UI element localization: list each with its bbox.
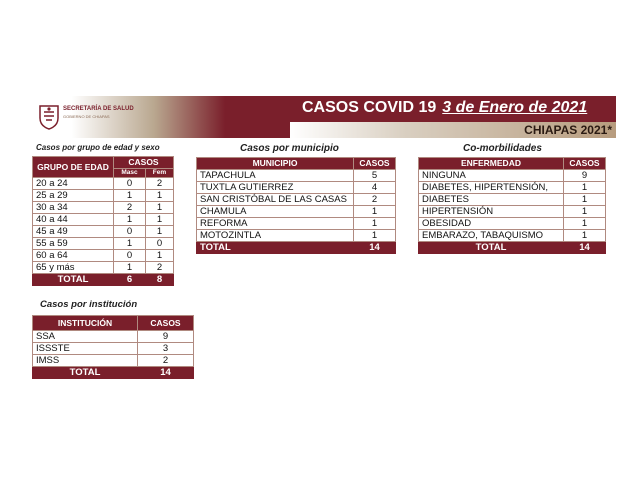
table-row xyxy=(33,238,174,250)
row-label: IMSS xyxy=(33,355,138,367)
title-text: CASOS COVID 19 xyxy=(302,99,437,116)
page-title xyxy=(302,97,587,119)
table-row xyxy=(33,250,174,262)
table-row xyxy=(33,331,194,343)
row-value-value: 9 xyxy=(564,170,606,182)
state-label: CHIAPAS 2021* xyxy=(524,123,612,137)
row-value-value: 2 xyxy=(354,194,396,206)
row-value-masc: 0 xyxy=(114,178,146,190)
row-value-masc: 1 xyxy=(114,190,146,202)
row-value-fem: 2 xyxy=(145,262,173,274)
total-label: TOTAL xyxy=(419,242,564,254)
row-value-value: 1 xyxy=(564,194,606,206)
header-grupo-edad: GRUPO DE EDAD xyxy=(33,157,114,178)
table-row xyxy=(33,343,194,355)
row-value-masc: 1 xyxy=(114,214,146,226)
header-casos: CASOS xyxy=(564,158,606,170)
table-row xyxy=(33,262,174,274)
caption-comorbilidades: Co-morbilidades xyxy=(463,143,542,154)
total-value: 14 xyxy=(138,367,194,379)
table-row xyxy=(33,190,174,202)
row-label: DIABETES xyxy=(419,194,564,206)
row-value-fem: 0 xyxy=(145,238,173,250)
row-value-masc: 1 xyxy=(114,238,146,250)
table-row xyxy=(197,182,396,194)
total-masc: 6 xyxy=(114,274,146,286)
row-value-value: 1 xyxy=(354,218,396,230)
row-label: 20 a 24 xyxy=(33,178,114,190)
row-label: 40 a 44 xyxy=(33,214,114,226)
header-casos: CASOS xyxy=(114,157,174,169)
title-date: 3 de Enero de 2021 xyxy=(442,99,588,116)
table-row xyxy=(419,218,606,230)
row-value-value: 5 xyxy=(354,170,396,182)
row-value-fem: 1 xyxy=(145,214,173,226)
total-row xyxy=(197,242,396,254)
row-label: 30 a 34 xyxy=(33,202,114,214)
header-institucion: INSTITUCIÓN xyxy=(33,316,138,331)
row-value-fem: 1 xyxy=(145,202,173,214)
row-value-masc: 2 xyxy=(114,202,146,214)
row-label: 45 a 49 xyxy=(33,226,114,238)
row-label: CHAMULA xyxy=(197,206,354,218)
total-label: TOTAL xyxy=(197,242,354,254)
row-label: HIPERTENSIÓN xyxy=(419,206,564,218)
row-value-value: 2 xyxy=(138,355,194,367)
row-label: REFORMA xyxy=(197,218,354,230)
row-label: 55 a 59 xyxy=(33,238,114,250)
total-fem: 8 xyxy=(145,274,173,286)
row-label: EMBARAZO, TABAQUISMO xyxy=(419,230,564,242)
header-fem: Fem xyxy=(145,169,173,178)
table-row xyxy=(33,178,174,190)
row-label: MOTOZINTLA xyxy=(197,230,354,242)
table-row xyxy=(419,230,606,242)
total-label: TOTAL xyxy=(33,274,114,286)
caption-edad: Casos por grupo de edad y sexo xyxy=(36,143,160,152)
row-value-value: 3 xyxy=(138,343,194,355)
org-sub: GOBIERNO DE CHIAPAS xyxy=(63,114,110,119)
row-value-value: 1 xyxy=(354,230,396,242)
table-row xyxy=(197,218,396,230)
total-value: 14 xyxy=(354,242,396,254)
row-value-value: 4 xyxy=(354,182,396,194)
row-value-masc: 0 xyxy=(114,226,146,238)
row-label: ISSSTE xyxy=(33,343,138,355)
total-row xyxy=(419,242,606,254)
row-label: 65 y más xyxy=(33,262,114,274)
table-row xyxy=(33,202,174,214)
row-value-fem: 2 xyxy=(145,178,173,190)
table-row xyxy=(419,194,606,206)
row-value-value: 1 xyxy=(354,206,396,218)
row-value-fem: 1 xyxy=(145,250,173,262)
table-row xyxy=(419,182,606,194)
row-value-masc: 0 xyxy=(114,250,146,262)
table-edad xyxy=(32,156,174,286)
shield-logo-icon xyxy=(38,104,60,130)
header-municipio: MUNICIPIO xyxy=(197,158,354,170)
row-label: NINGUNA xyxy=(419,170,564,182)
total-row xyxy=(33,274,174,286)
header-casos: CASOS xyxy=(138,316,194,331)
row-value-masc: 1 xyxy=(114,262,146,274)
total-label: TOTAL xyxy=(33,367,138,379)
row-value-value: 1 xyxy=(564,230,606,242)
row-label: 25 a 29 xyxy=(33,190,114,202)
table-institucion xyxy=(32,315,194,379)
row-value-value: 1 xyxy=(564,182,606,194)
row-label: DIABETES, HIPERTENSIÓN, xyxy=(419,182,564,194)
total-row xyxy=(33,367,194,379)
table-municipio xyxy=(196,157,396,254)
total-value: 14 xyxy=(564,242,606,254)
row-label: TAPACHULA xyxy=(197,170,354,182)
header-enfermedad: ENFERMEDAD xyxy=(419,158,564,170)
table-row xyxy=(33,214,174,226)
header-masc: Masc xyxy=(114,169,146,178)
row-label: SAN CRISTÓBAL DE LAS CASAS xyxy=(197,194,354,206)
row-value-value: 1 xyxy=(564,218,606,230)
caption-municipio: Casos por municipio xyxy=(240,143,339,154)
row-value-fem: 1 xyxy=(145,190,173,202)
org-name: SECRETARÍA DE SALUD GOBIERNO DE CHIAPAS xyxy=(63,106,134,119)
header-casos: CASOS xyxy=(354,158,396,170)
table-row xyxy=(197,194,396,206)
row-value-value: 9 xyxy=(138,331,194,343)
table-comorbilidades xyxy=(418,157,606,254)
row-value-fem: 1 xyxy=(145,226,173,238)
row-label: TUXTLA GUTIERREZ xyxy=(197,182,354,194)
table-row xyxy=(197,230,396,242)
row-value-value: 1 xyxy=(564,206,606,218)
table-row xyxy=(33,226,174,238)
table-row xyxy=(419,206,606,218)
caption-institucion: Casos por institución xyxy=(40,299,138,310)
table-row xyxy=(419,170,606,182)
table-row xyxy=(33,355,194,367)
row-label: SSA xyxy=(33,331,138,343)
table-row xyxy=(197,206,396,218)
row-label: OBESIDAD xyxy=(419,218,564,230)
row-label: 60 a 64 xyxy=(33,250,114,262)
table-row xyxy=(197,170,396,182)
